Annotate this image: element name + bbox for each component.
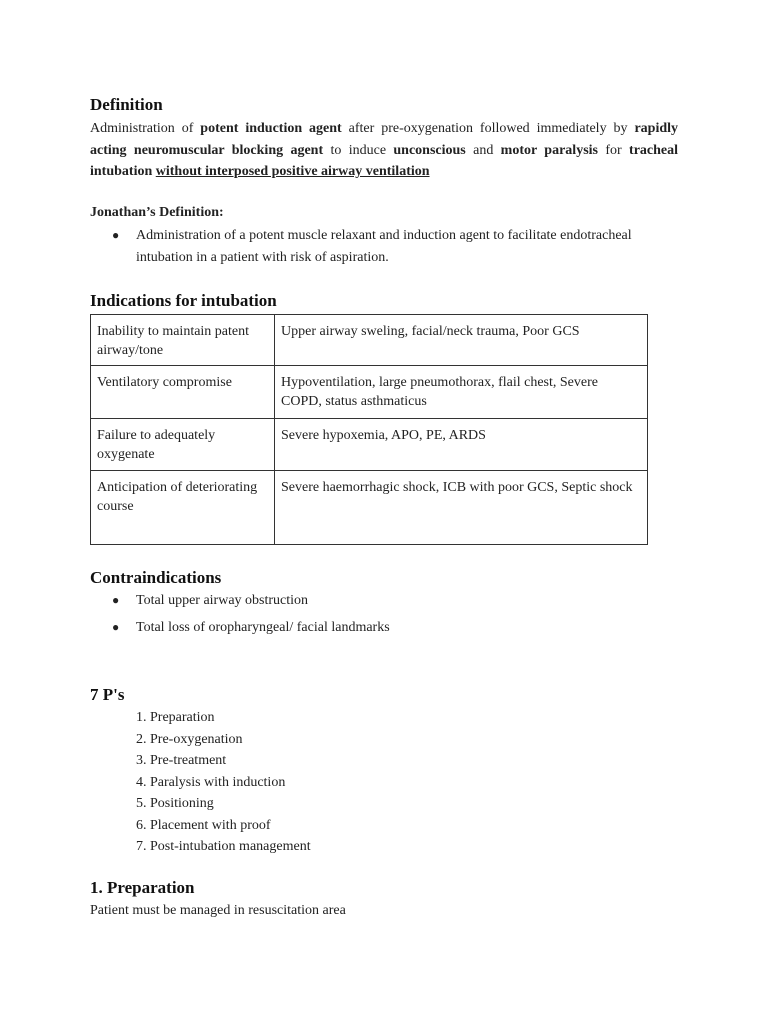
definition-text: after pre-oxygenation followed immediately by [341,121,628,136]
definition-paragraph [90,118,678,183]
list-item: 2. Pre-oxygenation [136,731,243,747]
list-item: 6. Placement with proof [136,817,271,833]
contraindications-list [90,590,678,638]
table-cell: Severe hypoxemia, APO, PE, ARDS [275,419,648,471]
bullet-icon: ● [112,228,120,242]
definition-text: Administration of [90,121,201,136]
table-cell: Hypoventilation, large pneumothorax, flail chest, Severe COPD, status asthmaticus [275,366,648,419]
definition-bold: potent induction agent [200,121,342,136]
table-row [91,471,648,545]
table-cell: Ventilatory compromise [91,366,275,419]
table-cell: Inability to maintain patent airway/tone [91,315,275,366]
definition-underlined: without interposed positive airway ventilation [155,164,430,179]
list-item [90,617,678,639]
list-item-text: Total upper airway obstruction [136,593,309,608]
indications-table [90,314,648,545]
table-row [91,366,648,419]
definition-text: and [465,142,501,158]
bullet-icon: ● [112,593,120,607]
table-row [91,419,648,471]
indications-heading: Indications for intubation [90,291,277,310]
list-item: 7. Post-intubation management [136,839,311,854]
list-item: 5. Positioning [136,796,214,811]
jonathan-list [90,225,678,268]
definition-bold: motor paralysis [500,142,598,158]
seven-ps-heading: 7 P's [90,685,125,704]
table-row [91,315,648,366]
list-item: 3. Pre-treatment [136,753,227,768]
definition-text: to induce [323,142,394,158]
list-item-text: Total loss of oropharyngeal/ facial landmarks [136,619,390,635]
list-item: 4. Paralysis with induction [136,774,286,790]
bullet-icon: ● [112,619,120,634]
definition-bold: unconscious [393,142,466,158]
table-cell: Severe haemorrhagic shock, ICB with poor GCS, Septic shock [275,471,648,545]
table-cell: Upper airway sweling, facial/neck trauma, Poor GCS [275,315,648,366]
list-item: 1. Preparation [136,710,215,725]
seven-ps-list [136,707,311,858]
table-cell: Anticipation of deteriorating course [91,471,275,545]
table-cell: Failure to adequately oxygenate [91,419,275,471]
list-item [90,225,678,268]
contraindications-heading: Contraindications [90,568,222,587]
list-item-text: Administration of a potent muscle relaxant and induction agent to facilitate endotracheal intubation in a patient with risk of aspiration. [136,228,632,265]
definition-text: for [597,142,622,158]
jonathan-heading: Jonathan’s Definition: [90,205,224,220]
definition-bold: rapidly acting neuromuscular blocking agent [90,121,679,158]
list-item [90,590,678,612]
definition-heading: Definition [90,95,163,114]
preparation-heading: 1. Preparation [90,878,195,897]
preparation-text: Patient must be managed in resuscitation area [90,903,346,918]
definition-bold: tracheal intubation [90,142,679,179]
